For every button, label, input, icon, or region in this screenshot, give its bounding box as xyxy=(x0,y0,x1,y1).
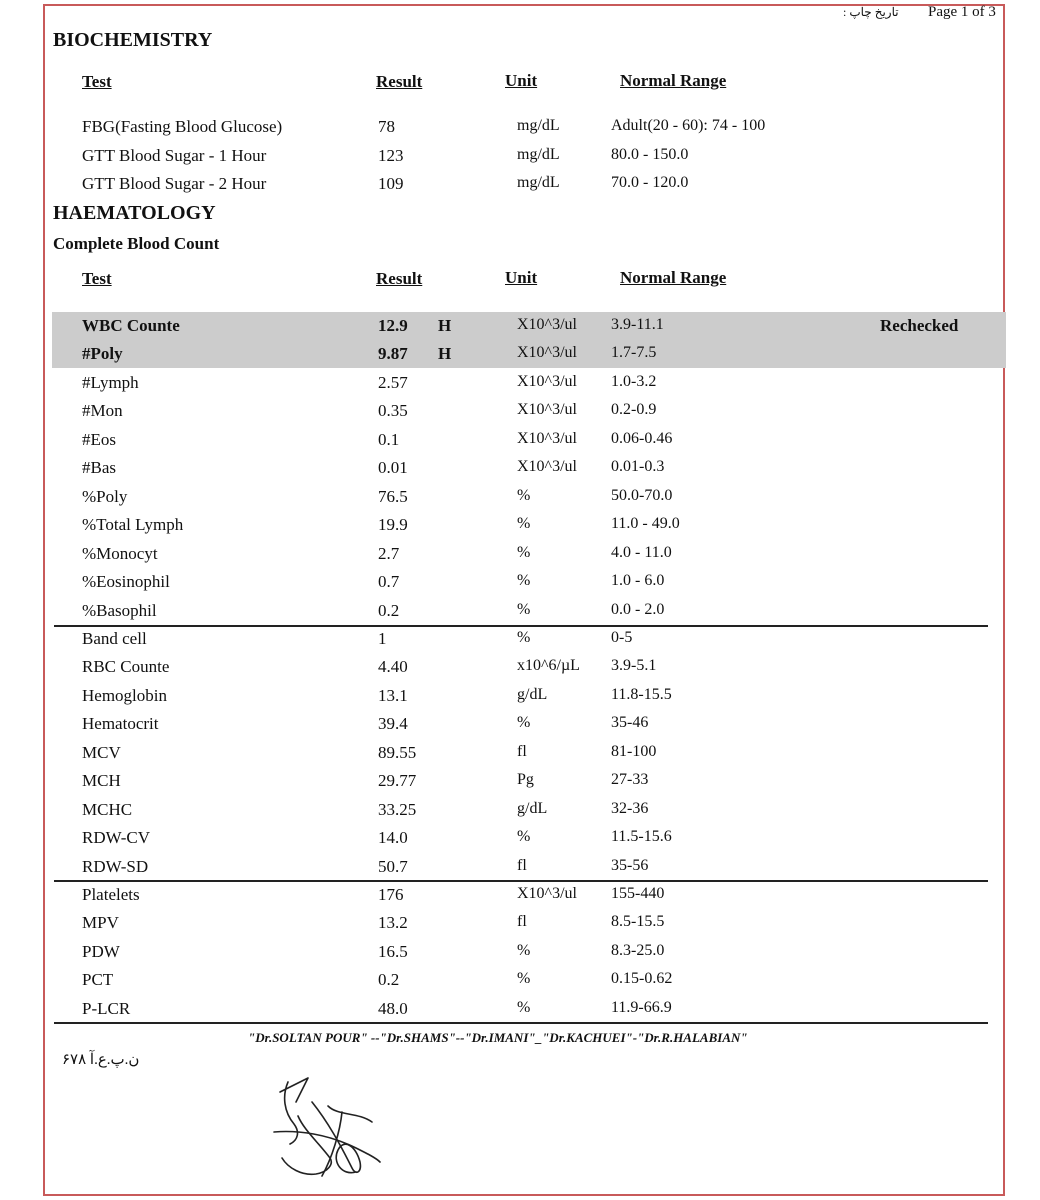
table-row xyxy=(52,312,1006,340)
normal-range: 0.01-0.3 xyxy=(611,458,665,476)
test-name: %Monocyt xyxy=(82,543,158,563)
table-row xyxy=(52,682,1006,710)
abnormal-flag: H xyxy=(438,344,452,364)
hem-header-unit: Unit xyxy=(505,268,538,287)
unit-value: X10^3/ul xyxy=(517,372,577,390)
table-row xyxy=(52,796,1006,824)
normal-range: 11.9-66.9 xyxy=(611,998,672,1016)
normal-range: Adult(20 - 60): 74 - 100 xyxy=(611,117,766,134)
table-row xyxy=(52,397,1006,425)
result-value: 176 xyxy=(378,885,404,904)
table-row xyxy=(52,511,1006,539)
unit-value: % xyxy=(517,998,531,1016)
normal-range: 70.0 - 120.0 xyxy=(611,174,689,191)
unit-value: % xyxy=(517,600,531,618)
result-value: 76.5 xyxy=(378,486,408,506)
result-value: 9.87 xyxy=(378,344,408,364)
result-value: 0.35 xyxy=(378,401,408,421)
test-name: MCV xyxy=(82,742,121,762)
table-row xyxy=(52,881,1006,909)
result-value: 109 xyxy=(378,174,404,193)
table-row xyxy=(52,824,1006,852)
normal-range: 1.0 - 6.0 xyxy=(611,572,665,590)
table-row xyxy=(52,966,1006,994)
result-value: 89.55 xyxy=(378,742,417,762)
test-name: Hemoglobin xyxy=(82,685,167,705)
test-name: RDW-CV xyxy=(82,828,150,848)
normal-range: 11.8-15.5 xyxy=(611,685,672,703)
normal-range: 80.0 - 150.0 xyxy=(611,145,689,163)
normal-range: 1.7-7.5 xyxy=(611,344,657,362)
unit-value: fl xyxy=(517,856,527,874)
test-name: Hematocrit xyxy=(82,714,159,734)
unit-value: % xyxy=(517,828,531,846)
haematology-title: HAEMATOLOGY xyxy=(53,202,216,224)
table-row xyxy=(52,340,1006,368)
unit-value: % xyxy=(517,628,531,646)
normal-range: 81-100 xyxy=(611,742,657,760)
hem-header-range: Normal Range xyxy=(620,268,727,287)
test-name: #Eos xyxy=(82,429,116,449)
table-row xyxy=(52,767,1006,795)
signature-image xyxy=(268,1072,388,1182)
normal-range: 35-46 xyxy=(611,714,649,732)
normal-range: 11.5-15.6 xyxy=(611,828,672,846)
normal-range: 3.9-11.1 xyxy=(611,316,664,333)
test-name: FBG(Fasting Blood Glucose) xyxy=(82,117,283,136)
result-value: 33.25 xyxy=(378,799,417,819)
normal-range: 1.0-3.2 xyxy=(611,372,657,390)
test-name: RBC Counte xyxy=(82,657,170,677)
unit-value: % xyxy=(517,941,531,959)
abnormal-flag: H xyxy=(438,316,452,335)
result-value: 19.9 xyxy=(378,515,408,535)
table-row xyxy=(52,853,1006,881)
table-end-divider xyxy=(54,1022,988,1024)
result-value: 1 xyxy=(378,628,387,648)
result-value: 0.01 xyxy=(378,458,408,478)
result-value: 48.0 xyxy=(378,998,408,1018)
result-value: 50.7 xyxy=(378,856,408,876)
result-value: 14.0 xyxy=(378,828,408,848)
unit-value: fl xyxy=(517,913,527,931)
page-number: Page 1 of 3 xyxy=(928,4,996,20)
hem-header-result: Result xyxy=(376,269,423,288)
unit-value: % xyxy=(517,970,531,988)
table-row xyxy=(52,540,1006,568)
normal-range: 8.3-25.0 xyxy=(611,941,665,959)
biochemistry-title: BIOCHEMISTRY xyxy=(53,29,213,51)
bio-header-result: Result xyxy=(376,72,423,91)
test-name: Platelets xyxy=(82,885,140,904)
bio-header-range: Normal Range xyxy=(620,71,727,90)
table-row xyxy=(52,710,1006,738)
test-name: MCHC xyxy=(82,799,133,819)
test-name: Band cell xyxy=(82,628,147,648)
section-divider xyxy=(54,880,988,882)
bio-header-unit: Unit xyxy=(505,71,538,90)
table-row xyxy=(52,454,1006,482)
unit-value: x10^6/µL xyxy=(517,657,580,675)
unit-value: g/dL xyxy=(517,685,548,703)
section-divider xyxy=(54,625,988,627)
result-value: 2.7 xyxy=(378,543,400,563)
result-value: 0.7 xyxy=(378,572,400,592)
unit-value: fl xyxy=(517,742,527,760)
table-row xyxy=(52,369,1006,397)
test-name: #Mon xyxy=(82,401,123,421)
unit-value: Pg xyxy=(517,771,534,789)
result-value: 0.1 xyxy=(378,429,400,449)
hem-header-test: Test xyxy=(82,269,112,288)
table-row xyxy=(52,938,1006,966)
result-value: 4.40 xyxy=(378,657,408,677)
normal-range: 35-56 xyxy=(611,856,649,874)
result-value: 123 xyxy=(378,145,404,165)
test-name: WBC Counte xyxy=(82,316,180,335)
remark: Rechecked xyxy=(880,316,959,335)
result-value: 0.2 xyxy=(378,970,400,990)
normal-range: 32-36 xyxy=(611,799,649,817)
test-name: #Poly xyxy=(82,344,123,364)
result-value: 2.57 xyxy=(378,372,408,392)
unit-value: X10^3/ul xyxy=(517,316,577,333)
test-name: GTT Blood Sugar - 1 Hour xyxy=(82,145,267,165)
result-value: 16.5 xyxy=(378,941,408,961)
test-name: #Lymph xyxy=(82,372,139,392)
unit-value: mg/dL xyxy=(517,145,560,163)
normal-range: 8.5-15.5 xyxy=(611,913,665,931)
test-name: GTT Blood Sugar - 2 Hour xyxy=(82,174,267,193)
unit-value: X10^3/ul xyxy=(517,885,577,902)
test-name: %Total Lymph xyxy=(82,515,184,535)
unit-value: X10^3/ul xyxy=(517,429,577,447)
test-name: P-LCR xyxy=(82,998,131,1018)
unit-value: % xyxy=(517,543,531,561)
normal-range: 0.15-0.62 xyxy=(611,970,673,988)
cbc-subtitle: Complete Blood Count xyxy=(53,234,220,253)
normal-range: 3.9-5.1 xyxy=(611,657,657,675)
table-row xyxy=(52,909,1006,937)
result-value: 13.2 xyxy=(378,913,408,933)
normal-range: 0-5 xyxy=(611,628,633,646)
result-value: 29.77 xyxy=(378,771,417,791)
table-row xyxy=(52,995,1006,1023)
normal-range: 27-33 xyxy=(611,771,649,789)
table-row xyxy=(52,113,1006,141)
table-row xyxy=(52,142,1006,170)
unit-value: X10^3/ul xyxy=(517,401,577,419)
normal-range: 155-440 xyxy=(611,885,665,902)
normal-range: 11.0 - 49.0 xyxy=(611,515,680,533)
result-value: 78 xyxy=(378,117,395,136)
table-row xyxy=(52,625,1006,653)
print-date-label: تاریخ چاپ : xyxy=(843,5,899,19)
test-name: PDW xyxy=(82,941,120,961)
test-name: %Eosinophil xyxy=(82,572,170,592)
normal-range: 50.0-70.0 xyxy=(611,486,673,504)
unit-value: % xyxy=(517,714,531,732)
result-value: 0.2 xyxy=(378,600,400,620)
lab-code: ن.پ.ع.آ ۶۷۸ xyxy=(62,1052,140,1068)
table-row xyxy=(52,597,1006,625)
normal-range: 0.06-0.46 xyxy=(611,429,673,447)
test-name: %Basophil xyxy=(82,600,157,620)
unit-value: mg/dL xyxy=(517,174,560,191)
normal-range: 0.0 - 2.0 xyxy=(611,600,665,618)
unit-value: % xyxy=(517,515,531,533)
unit-value: X10^3/ul xyxy=(517,458,577,476)
table-row xyxy=(52,568,1006,596)
unit-value: X10^3/ul xyxy=(517,344,577,362)
test-name: MPV xyxy=(82,913,119,933)
table-row xyxy=(52,426,1006,454)
normal-range: 0.2-0.9 xyxy=(611,401,657,419)
table-row xyxy=(52,653,1006,681)
test-name: PCT xyxy=(82,970,114,990)
normal-range: 4.0 - 11.0 xyxy=(611,543,672,561)
test-name: %Poly xyxy=(82,486,128,506)
table-row xyxy=(52,739,1006,767)
unit-value: g/dL xyxy=(517,799,548,817)
test-name: MCH xyxy=(82,771,121,791)
table-row xyxy=(52,483,1006,511)
result-value: 12.9 xyxy=(378,316,408,335)
result-value: 13.1 xyxy=(378,685,408,705)
doctors-names: "Dr.SOLTAN POUR" --"Dr.SHAMS"--"Dr.IMANI"_"Dr.KACHUEI"-"Dr.R.HALABIAN" xyxy=(248,1030,748,1045)
result-value: 39.4 xyxy=(378,714,408,734)
unit-value: mg/dL xyxy=(517,117,560,134)
test-name: #Bas xyxy=(82,458,116,478)
unit-value: % xyxy=(517,572,531,590)
test-name: RDW-SD xyxy=(82,856,149,876)
table-row xyxy=(52,170,1006,198)
bio-header-test: Test xyxy=(82,72,112,91)
unit-value: % xyxy=(517,486,531,504)
